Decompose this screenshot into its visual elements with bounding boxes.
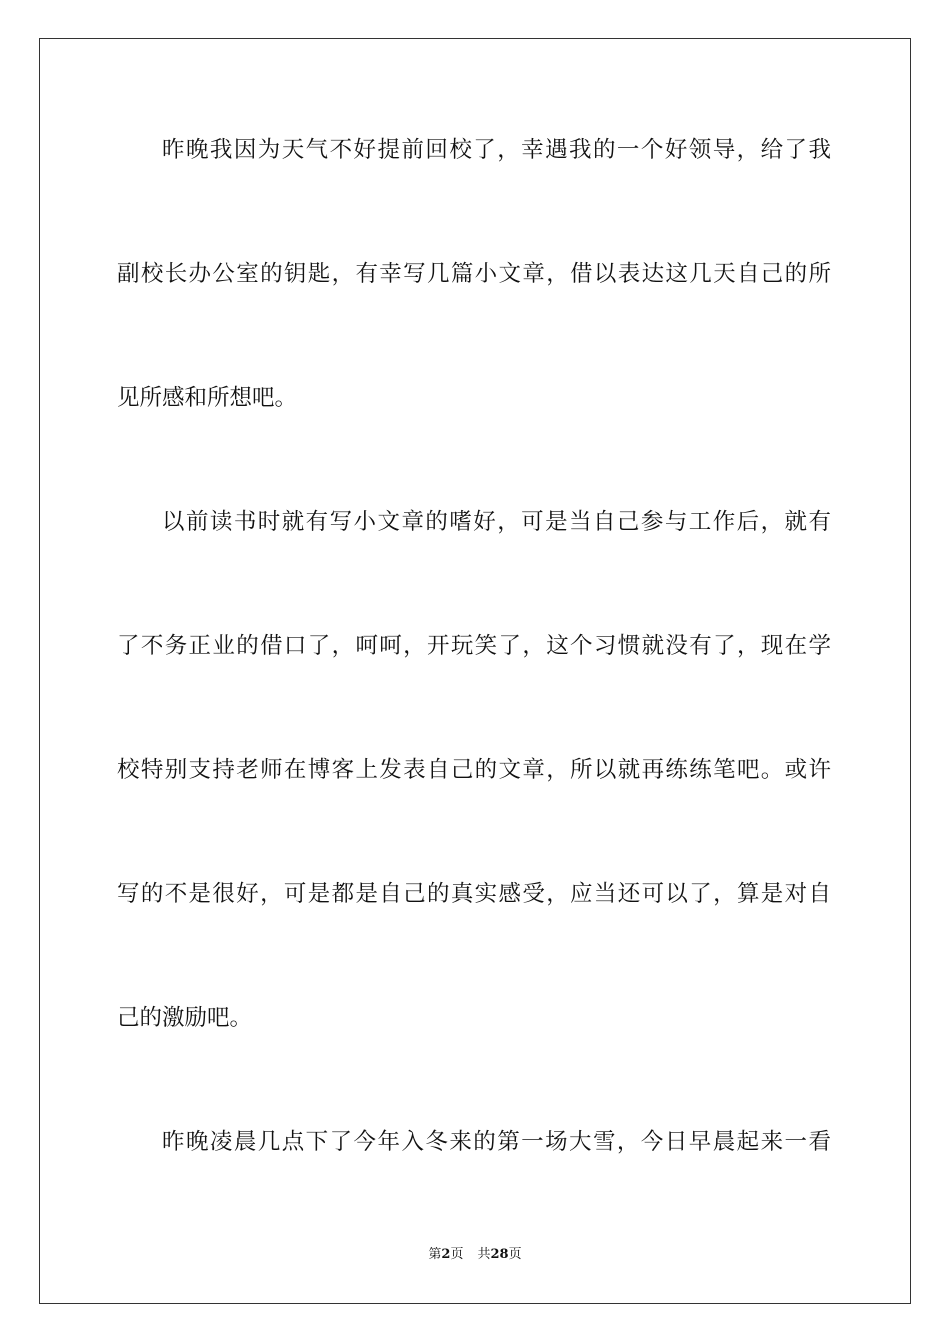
paragraph-2-line-4: 写的不是很好，可是都是自己的真实感受，应当还可以了，算是对自 bbox=[117, 881, 831, 907]
page-prefix: 第 bbox=[428, 1247, 442, 1262]
paragraph-3-line-1: 昨晚凌晨几点下了今年入冬来的第一场大雪，今日早晨起来一看 bbox=[162, 1129, 831, 1155]
page-footer bbox=[0, 1245, 950, 1265]
total-pages: 28 bbox=[490, 1247, 509, 1262]
page-number: 2 bbox=[441, 1247, 451, 1262]
paragraph-1-line-3: 见所感和所想吧。 bbox=[117, 385, 298, 411]
paragraph-2-line-1: 以前读书时就有写小文章的嗜好，可是当自己参与工作后，就有 bbox=[162, 509, 831, 535]
page-border bbox=[39, 38, 911, 1304]
paragraph-2-line-3: 校特别支持老师在博客上发表自己的文章，所以就再练练笔吧。或许 bbox=[117, 757, 831, 783]
paragraph-1-line-1: 昨晚我因为天气不好提前回校了，幸遇我的一个好领导，给了我 bbox=[162, 137, 831, 163]
page-suffix: 页 bbox=[450, 1247, 464, 1262]
total-prefix: 共 bbox=[477, 1247, 491, 1262]
paragraph-1-line-2: 副校长办公室的钥匙，有幸写几篇小文章，借以表达这几天自己的所 bbox=[117, 261, 831, 287]
paragraph-2-line-5: 己的激励吧。 bbox=[117, 1005, 253, 1031]
paragraph-2-line-2: 了不务正业的借口了，呵呵，开玩笑了，这个习惯就没有了，现在学 bbox=[117, 633, 831, 659]
total-suffix: 页 bbox=[508, 1247, 522, 1262]
